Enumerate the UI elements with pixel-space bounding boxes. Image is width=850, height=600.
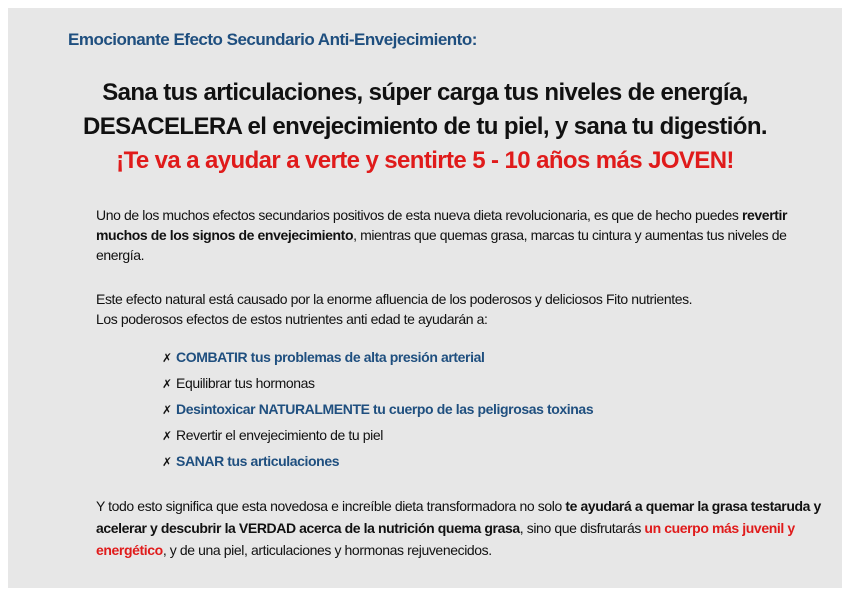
intro-text-c: , mientras que quemas grasa, marcas tu cintura y aumentas tus niveles de energía.	[96, 227, 787, 263]
intro-text-a: Uno de los muchos efectos secundarios positivos de esta nueva dieta revolucionaria, es que de hecho puedes	[96, 207, 742, 223]
cross-mark-icon: ✗	[162, 455, 172, 469]
intro-paragraph	[96, 205, 816, 265]
content-panel	[8, 8, 842, 588]
summary-text-c: , sino que disfrutarás	[519, 520, 645, 536]
summary-text-a: Y todo esto significa que esta novedosa e increíble dieta transformadora no solo	[96, 498, 566, 514]
section-kicker: Emocionante Efecto Secundario Anti-Envejecimiento:	[68, 30, 477, 49]
cross-mark-icon: ✗	[162, 429, 172, 443]
summary-text-e: , y de una piel, articulaciones y hormonas rejuvenecidos.	[162, 542, 492, 558]
summary-paragraph	[96, 495, 826, 561]
benefit-item	[162, 396, 593, 422]
benefit-item	[162, 422, 593, 448]
summary-text-red: un cuerpo más juvenil y energético	[96, 520, 795, 558]
intro-text-bold: revertir muchos de los signos de envejecimiento	[96, 207, 788, 243]
nutrients-paragraph	[96, 289, 816, 329]
headline-line-1: Sana tus articulaciones, súper carga tus niveles de energía,	[102, 79, 748, 106]
nutrients-text-a: Este efecto natural está causado por la enorme afluencia de los poderosos y deliciosos Fito nutrientes.	[96, 291, 693, 307]
benefits-list	[162, 344, 593, 474]
benefit-item	[162, 448, 593, 474]
headline-line-2: DESACELERA el envejecimiento de tu piel, y sana tu digestión.	[83, 113, 767, 140]
nutrients-text-b: Los poderosos efectos de estos nutrientes anti edad te ayudarán a:	[96, 311, 488, 327]
benefit-text: SANAR tus articulaciones	[176, 453, 340, 469]
benefit-text: Revertir el envejecimiento de tu piel	[176, 427, 383, 443]
benefit-text: COMBATIR tus problemas de alta presión arterial	[176, 349, 485, 365]
headline-line-3: ¡Te va a ayudar a verte y sentirte 5 - 10 años más JOVEN!	[116, 147, 734, 174]
benefit-text: Desintoxicar NATURALMENTE tu cuerpo de las peligrosas toxinas	[176, 401, 594, 417]
cross-mark-icon: ✗	[162, 403, 172, 417]
benefit-text: Equilibrar tus hormonas	[176, 375, 315, 391]
benefit-item	[162, 344, 593, 370]
cross-mark-icon: ✗	[162, 377, 172, 391]
cross-mark-icon: ✗	[162, 351, 172, 365]
headline	[8, 76, 842, 178]
benefit-item	[162, 370, 593, 396]
summary-text-bold: te ayudará a quemar la grasa testaruda y acelerar y descubrir la VERDAD acerca de la nutrición quema grasa	[96, 498, 821, 536]
